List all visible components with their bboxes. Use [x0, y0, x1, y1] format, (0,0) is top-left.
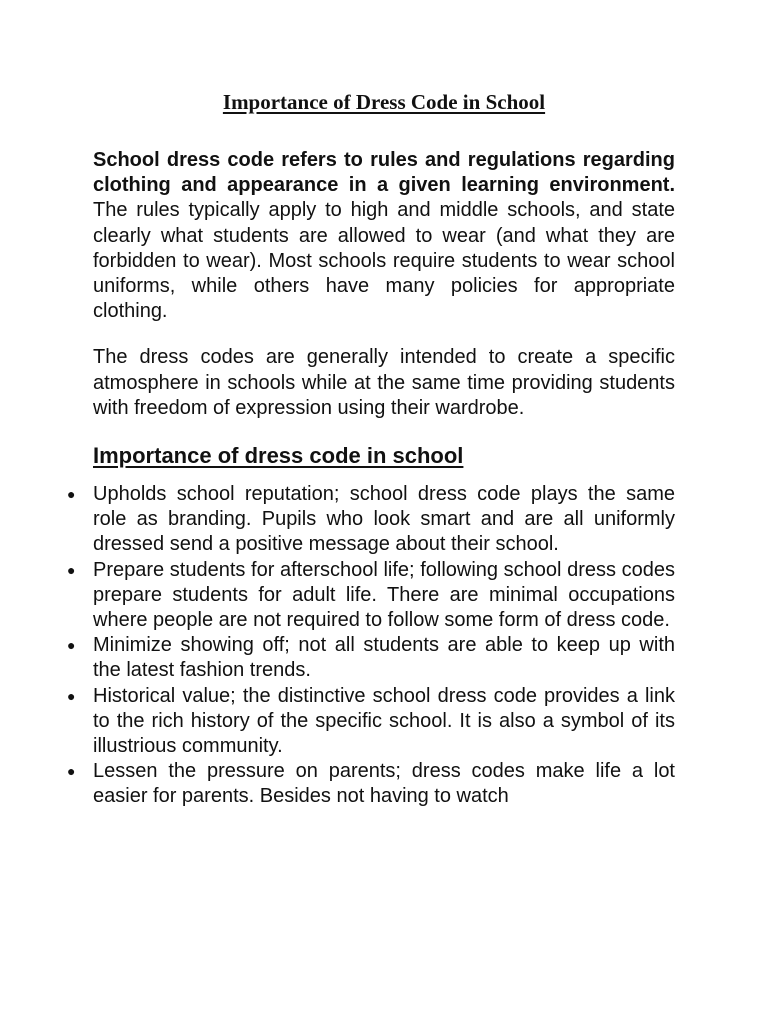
list-item	[67, 558, 675, 634]
list-item-text: Prepare students for afterschool life; following school dress codes prepare students for adult life. There are minimal occupations where people are not required to follow some form of dress code.	[93, 558, 675, 632]
list-item	[67, 759, 675, 809]
document-body	[67, 148, 675, 810]
intro-paragraph	[93, 148, 675, 324]
bullet-icon: ●	[67, 561, 76, 578]
bullet-icon: ●	[67, 687, 76, 704]
second-paragraph: The dress codes are generally intended to create a specific atmosphere in schools while at the same time providing students with freedom of expression using their wardrobe.	[93, 346, 675, 419]
list-item-text: Minimize showing off; not all students are able to keep up with the latest fashion trends.	[93, 634, 675, 682]
list-item	[67, 482, 675, 558]
section-heading: Importance of dress code in school	[93, 443, 464, 469]
list-item-text: Lessen the pressure on parents; dress codes make life a lot easier for parents. Besides not having to watch	[93, 760, 675, 808]
intro-rest-text: The rules typically apply to high and middle schools, and state clearly what students are allowed to wear (and what they are forbidden to wear). Most schools require students to wear school uniforms, while others have many policies for appropriate clothing.	[93, 199, 675, 323]
bullet-list	[67, 482, 675, 810]
list-item-text: Historical value; the distinctive school dress code provides a link to the rich history of the specific school. It is also a symbol of its illustrious community.	[93, 684, 675, 758]
list-item-text: Upholds school reputation; school dress code plays the same role as branding. Pupils who look smart and are all uniformly dressed send a positive message about their school.	[93, 483, 675, 556]
bullet-icon: ●	[67, 486, 76, 503]
bullet-icon: ●	[67, 637, 76, 654]
list-item	[67, 633, 675, 683]
bullet-icon: ●	[67, 763, 76, 780]
list-item	[67, 684, 675, 760]
intro-bold-text: School dress code refers to rules and regulations regarding clothing and appearance in a given learning environment.	[93, 149, 675, 197]
document-title: Importance of Dress Code in School	[222, 90, 546, 114]
